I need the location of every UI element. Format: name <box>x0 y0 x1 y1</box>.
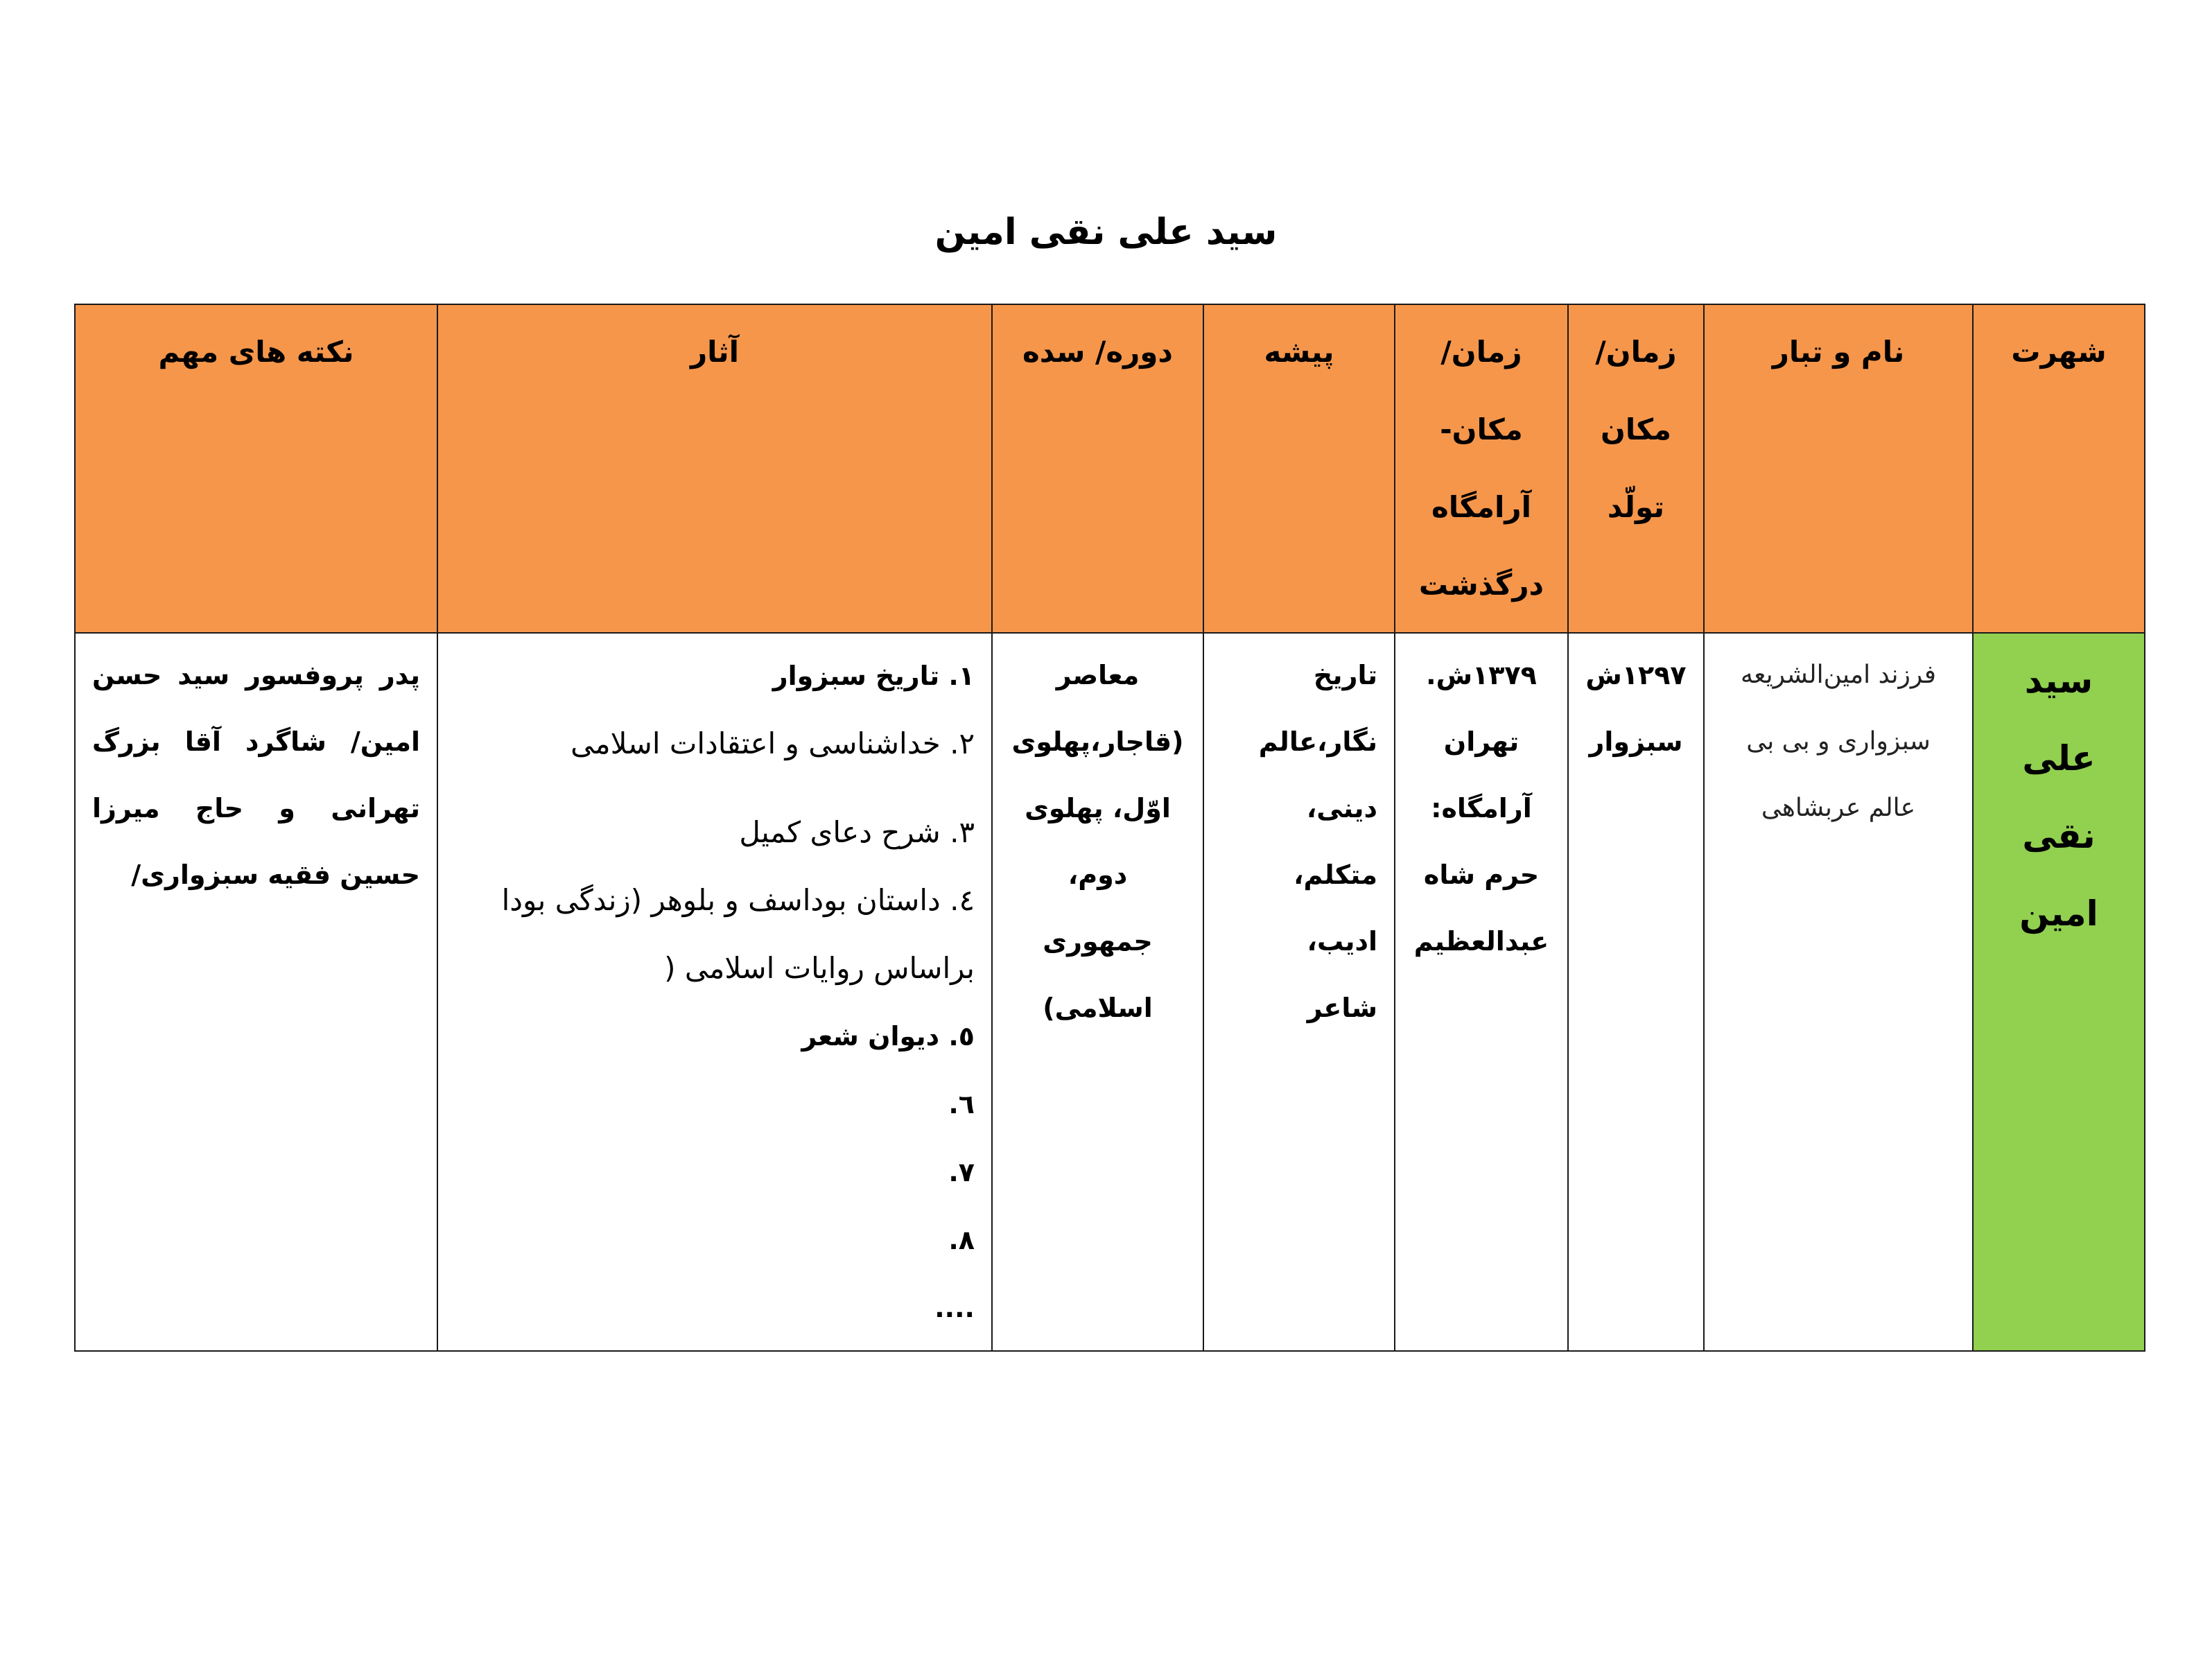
fame-cell <box>1973 633 2145 1351</box>
header-notes: نکته های مهم <box>75 304 437 633</box>
death-line: حرم شاه <box>1423 860 1540 890</box>
fame-line: نقی امین <box>2019 816 2098 934</box>
page-title: سید علی نقی امین <box>934 211 1278 253</box>
death-line: ۱۳۷۹ش. <box>1426 660 1537 690</box>
list-item: ٧. <box>948 1157 975 1187</box>
profession-line: شاعر <box>1307 993 1377 1023</box>
list-item: ۱. تاریخ سبزوار <box>772 661 975 691</box>
header-period: دوره/ سده <box>992 304 1203 633</box>
period-line: اوّل، پهلوی <box>1025 793 1171 823</box>
lineage-line: عالم عربشاهی <box>1761 794 1916 822</box>
profession-line: تاریخ <box>1313 660 1377 690</box>
birth-line: ۱۲۹۷ش <box>1585 660 1687 690</box>
birth-line: سبزوار <box>1589 726 1683 757</box>
table-header-row <box>75 304 2145 633</box>
header-birth <box>1568 304 1704 633</box>
fame-line: سید علی <box>2022 661 2096 778</box>
header-profession: پیشه <box>1203 304 1395 633</box>
period-line: (قاجار،پهلوی <box>1011 726 1184 757</box>
profession-cell <box>1203 633 1395 1351</box>
works-cell <box>437 633 992 1351</box>
list-item: ۲. خداشناسی و اعتقادات اسلامی <box>571 726 975 760</box>
period-line: دوم، جمهوری <box>1043 860 1153 957</box>
lineage-line: سبزواری و بی بی <box>1746 727 1931 756</box>
lineage-cell <box>1704 633 1973 1351</box>
biography-table <box>74 304 2145 1352</box>
period-line: معاصر <box>1056 660 1140 690</box>
profession-line: ادیب، <box>1307 926 1377 957</box>
header-death-line: زمان/ <box>1440 335 1522 369</box>
header-death-line: آرامگاه <box>1431 490 1531 524</box>
header-death-line: درگذشت <box>1418 568 1544 602</box>
list-item: ۳. شرح دعای کمیل <box>739 815 975 849</box>
list-item: ٤. داستان بوداسف و بلوهر (زندگی بودا براساس روایات اسلامی ( <box>501 883 975 985</box>
header-death-line: مکان- <box>1440 412 1523 446</box>
death-line: عبدالعظیم <box>1413 926 1549 957</box>
header-works: آثار <box>437 304 992 633</box>
header-death <box>1395 304 1568 633</box>
birth-cell <box>1568 633 1704 1351</box>
header-birth-line: مکان <box>1600 412 1672 446</box>
list-item: ٥. دیوان شعر <box>801 1021 975 1052</box>
profession-line: دینی، متکلم، <box>1294 793 1377 890</box>
works-list <box>455 642 975 1342</box>
header-lineage: نام و تبار <box>1704 304 1973 633</box>
table-row <box>75 633 2145 1351</box>
notes-cell: پدر پروفسور سید حسن امین/ شاگرد آقا بزرگ تهرانی و حاج میرزا حسین فقیه سبزواری/ <box>75 633 437 1351</box>
header-birth-line: تولّد <box>1607 490 1665 524</box>
list-item: ٦. <box>948 1089 975 1119</box>
header-birth-line: زمان/ <box>1595 335 1677 369</box>
death-line: تهران <box>1443 726 1519 757</box>
profession-line: نگار،عالم <box>1258 726 1377 757</box>
lineage-line: فرزند امین‌الشریعه <box>1740 661 1936 689</box>
death-cell <box>1395 633 1568 1351</box>
period-line: اسلامی) <box>1043 993 1153 1023</box>
period-cell <box>992 633 1203 1351</box>
death-line: آرامگاه: <box>1431 793 1532 823</box>
list-item: .... <box>934 1293 975 1323</box>
list-item: ٨. <box>948 1225 975 1255</box>
header-fame: شهرت <box>1973 304 2145 633</box>
